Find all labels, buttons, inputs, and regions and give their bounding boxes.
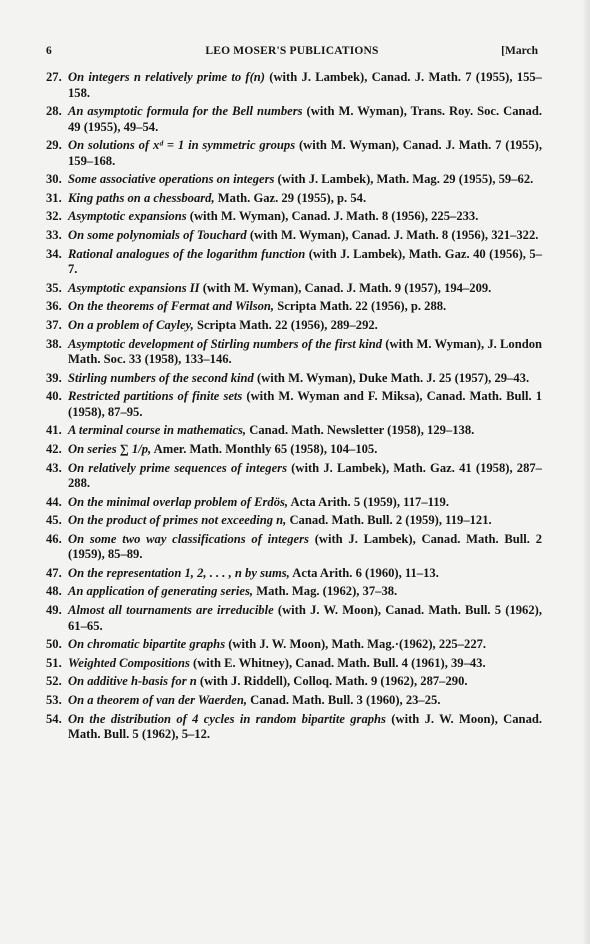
running-title-part1: LEO MOSER'S PUBL [205,45,322,57]
entry-title: An asymptotic formula for the Bell numbers [68,104,303,119]
publication-entry [46,423,542,439]
entry-number: 31. [46,190,62,205]
entry-citation: Canad. Math. Newsletter (1958), 129–138. [246,423,475,438]
entry-number: 51. [46,655,62,670]
entry-number: 39. [46,370,62,385]
entry-citation: (with M. Wyman), Duke Math. J. 25 (1957), 29–43. [253,370,530,385]
entry-number: 48. [46,584,62,599]
entry-number: 46. [46,531,62,546]
running-title-part2: ICATIONS [321,45,379,57]
entry-title: On integers n relatively prime to f(n) [68,70,265,84]
entry-title: On some polynomials of Touchard [68,228,247,243]
publication-entry [46,513,542,529]
entry-citation: Acta Arith. 5 (1959), 117–119. [288,494,449,509]
publication-entry [46,228,542,244]
entry-number: 44. [46,494,62,509]
entry-citation: (with J. Lambek), Canad. Math. Bull. 2 (1959), 85–89. [68,531,542,562]
entry-citation: (with J. Lambek), Math. Gaz. 40 (1956), 5–7. [68,246,542,277]
publication-entry [46,442,542,458]
entry-title: On solutions of xᵈ = 1 in symmetric groups [68,138,296,153]
entry-citation: Canad. Math. Bull. 3 (1960), 23–25. [247,692,441,707]
entry-citation: (with M. Wyman and F. Miksa), Canad. Math. Bull. 1 (1958), 87–95. [68,389,543,419]
publication-entry [46,191,542,207]
entry-citation: Math. Mag. (1962), 37–38. [253,584,398,599]
entry-title: On some two way classifications of integers [68,531,309,546]
entry-title: On a theorem of van der Waerden, [68,692,247,707]
entry-title: On the representation 1, 2, . . . , n by sums, [68,565,290,580]
publication-entry [46,603,542,634]
publication-entry [46,371,542,387]
entry-number: 29. [46,138,62,153]
entry-title: Asymptotic expansions II [68,280,200,295]
entry-citation: (with J. Lambek), Canad. J. Math. 7 (1955), 155–158. [68,70,542,100]
entry-title: Weighted Compositions [68,655,190,670]
entry-citation: (with M. Wyman), Trans. Roy. Soc. Canad. 49 (1955), 49–54. [68,104,543,134]
entry-citation: (with J. Riddell), Colloq. Math. 9 (1962), 287–290. [196,674,468,689]
entry-citation: Acta Arith. 6 (1960), 11–13. [289,565,439,580]
publication-entry [46,495,542,511]
publication-entry [46,637,542,653]
publication-entry [46,337,542,368]
entry-number: 41. [46,423,62,438]
entry-citation: Scripta Math. 22 (1956), 289–292. [193,317,378,332]
entry-number: 34. [46,246,62,261]
publication-entry [46,209,542,225]
entry-citation: (with J. W. Moon), Math. Mag.·(1962), 225–227. [225,637,487,652]
entry-citation: (with M. Wyman), Canad. J. Math. 7 (1955), 159–168. [68,138,542,168]
entry-title: An application of generating series, [68,584,254,599]
entry-title: Stirling numbers of the second kind [68,370,254,385]
entry-citation: (with E. Whitney), Canad. Math. Bull. 4 (1961), 39–43. [189,655,486,670]
entry-title: On a problem of Cayley, [68,317,194,332]
entry-number: 50. [46,637,62,652]
entry-number: 28. [46,104,62,119]
publication-list [46,70,542,746]
publication-entry [46,693,542,709]
entry-number: 47. [46,565,62,580]
entry-number: 33. [46,228,62,243]
month-label: [March [501,45,538,57]
running-header [46,45,538,61]
entry-title: On additive h-basis for n [68,674,197,689]
entry-number: 54. [46,711,62,726]
entry-citation: (with M. Wyman), Canad. J. Math. 8 (1956), 321–322. [246,228,539,243]
publication-entry [46,281,542,297]
entry-title: Asymptotic development of Stirling numbers of the first kind [68,336,383,351]
publication-entry [46,674,542,690]
entry-number: 35. [46,280,62,295]
entry-title: Asymptotic expansions [68,209,187,224]
publication-entry [46,712,542,743]
entry-title: Restricted partitions of finite sets [68,389,243,404]
publication-entry [46,461,542,492]
entry-citation: Canad. Math. Bull. 2 (1959), 119–121. [286,513,492,528]
entry-title: On series ∑ 1/p, [68,441,152,456]
publication-entry [46,532,542,563]
publication-entry [46,138,542,169]
running-title [46,45,538,57]
entry-number: 32. [46,209,62,224]
entry-number: 43. [46,460,62,475]
publication-entry [46,299,542,315]
publication-entry [46,566,542,582]
page-edge-shadow [582,0,590,944]
entry-number: 49. [46,603,62,618]
entry-title: On the minimal overlap problem of Erdös, [68,494,289,509]
entry-title: On chromatic bipartite graphs [68,637,226,652]
entry-citation: (with J. W. Moon), Canad. Math. Bull. 5 (1962), 61–65. [68,603,542,633]
entry-number: 37. [46,317,62,332]
entry-title: Rational analogues of the logarithm function [68,246,306,261]
entry-title: On relatively prime sequences of integers [68,460,287,475]
entry-citation: (with J. W. Moon), Canad. Math. Bull. 5 (1962), 5–12. [68,711,543,742]
entry-title: A terminal course in mathematics, [68,423,247,438]
entry-title: On the product of primes not exceeding n, [68,513,287,528]
page-number: 6 [46,45,52,57]
publication-entry [46,247,542,278]
publication-entry [46,318,542,334]
publication-entry [46,70,542,101]
entry-citation: Scripta Math. 22 (1956), p. 288. [274,299,447,314]
entry-number: 38. [46,336,62,351]
entry-title: King paths on a chessboard, [68,190,215,205]
publication-entry [46,389,542,420]
entry-number: 45. [46,513,62,528]
entry-citation: (with M. Wyman), Canad. J. Math. 8 (1956), 225–233. [186,209,479,224]
entry-citation: (with J. Lambek), Math. Gaz. 41 (1958), 287–288. [68,460,542,490]
entry-citation: Math. Gaz. 29 (1955), p. 54. [214,190,367,205]
entry-title: Some associative operations on integers [68,172,275,187]
entry-title: On the theorems of Fermat and Wilson, [68,299,275,314]
entry-title: On the distribution of 4 cycles in random bipartite graphs [68,711,386,726]
entry-citation: (with M. Wyman), J. London Math. Soc. 33 (1958), 133–146. [68,336,542,367]
entry-number: 36. [46,299,62,314]
publication-entry [46,104,542,135]
entry-citation: (with J. Lambek), Math. Mag. 29 (1955), 59–62. [274,172,534,187]
publication-entry [46,172,542,188]
publication-entry [46,584,542,600]
entry-number: 27. [46,70,62,84]
entry-citation: Amer. Math. Monthly 65 (1958), 104–105. [151,441,378,456]
publication-entry [46,656,542,672]
entry-number: 30. [46,172,62,187]
entry-title: Almost all tournaments are irreducible [68,603,274,618]
entry-number: 42. [46,441,62,456]
entry-number: 53. [46,692,62,707]
entry-number: 40. [46,389,62,404]
entry-number: 52. [46,674,62,689]
entry-citation: (with M. Wyman), Canad. J. Math. 9 (1957), 194–209. [199,280,492,295]
